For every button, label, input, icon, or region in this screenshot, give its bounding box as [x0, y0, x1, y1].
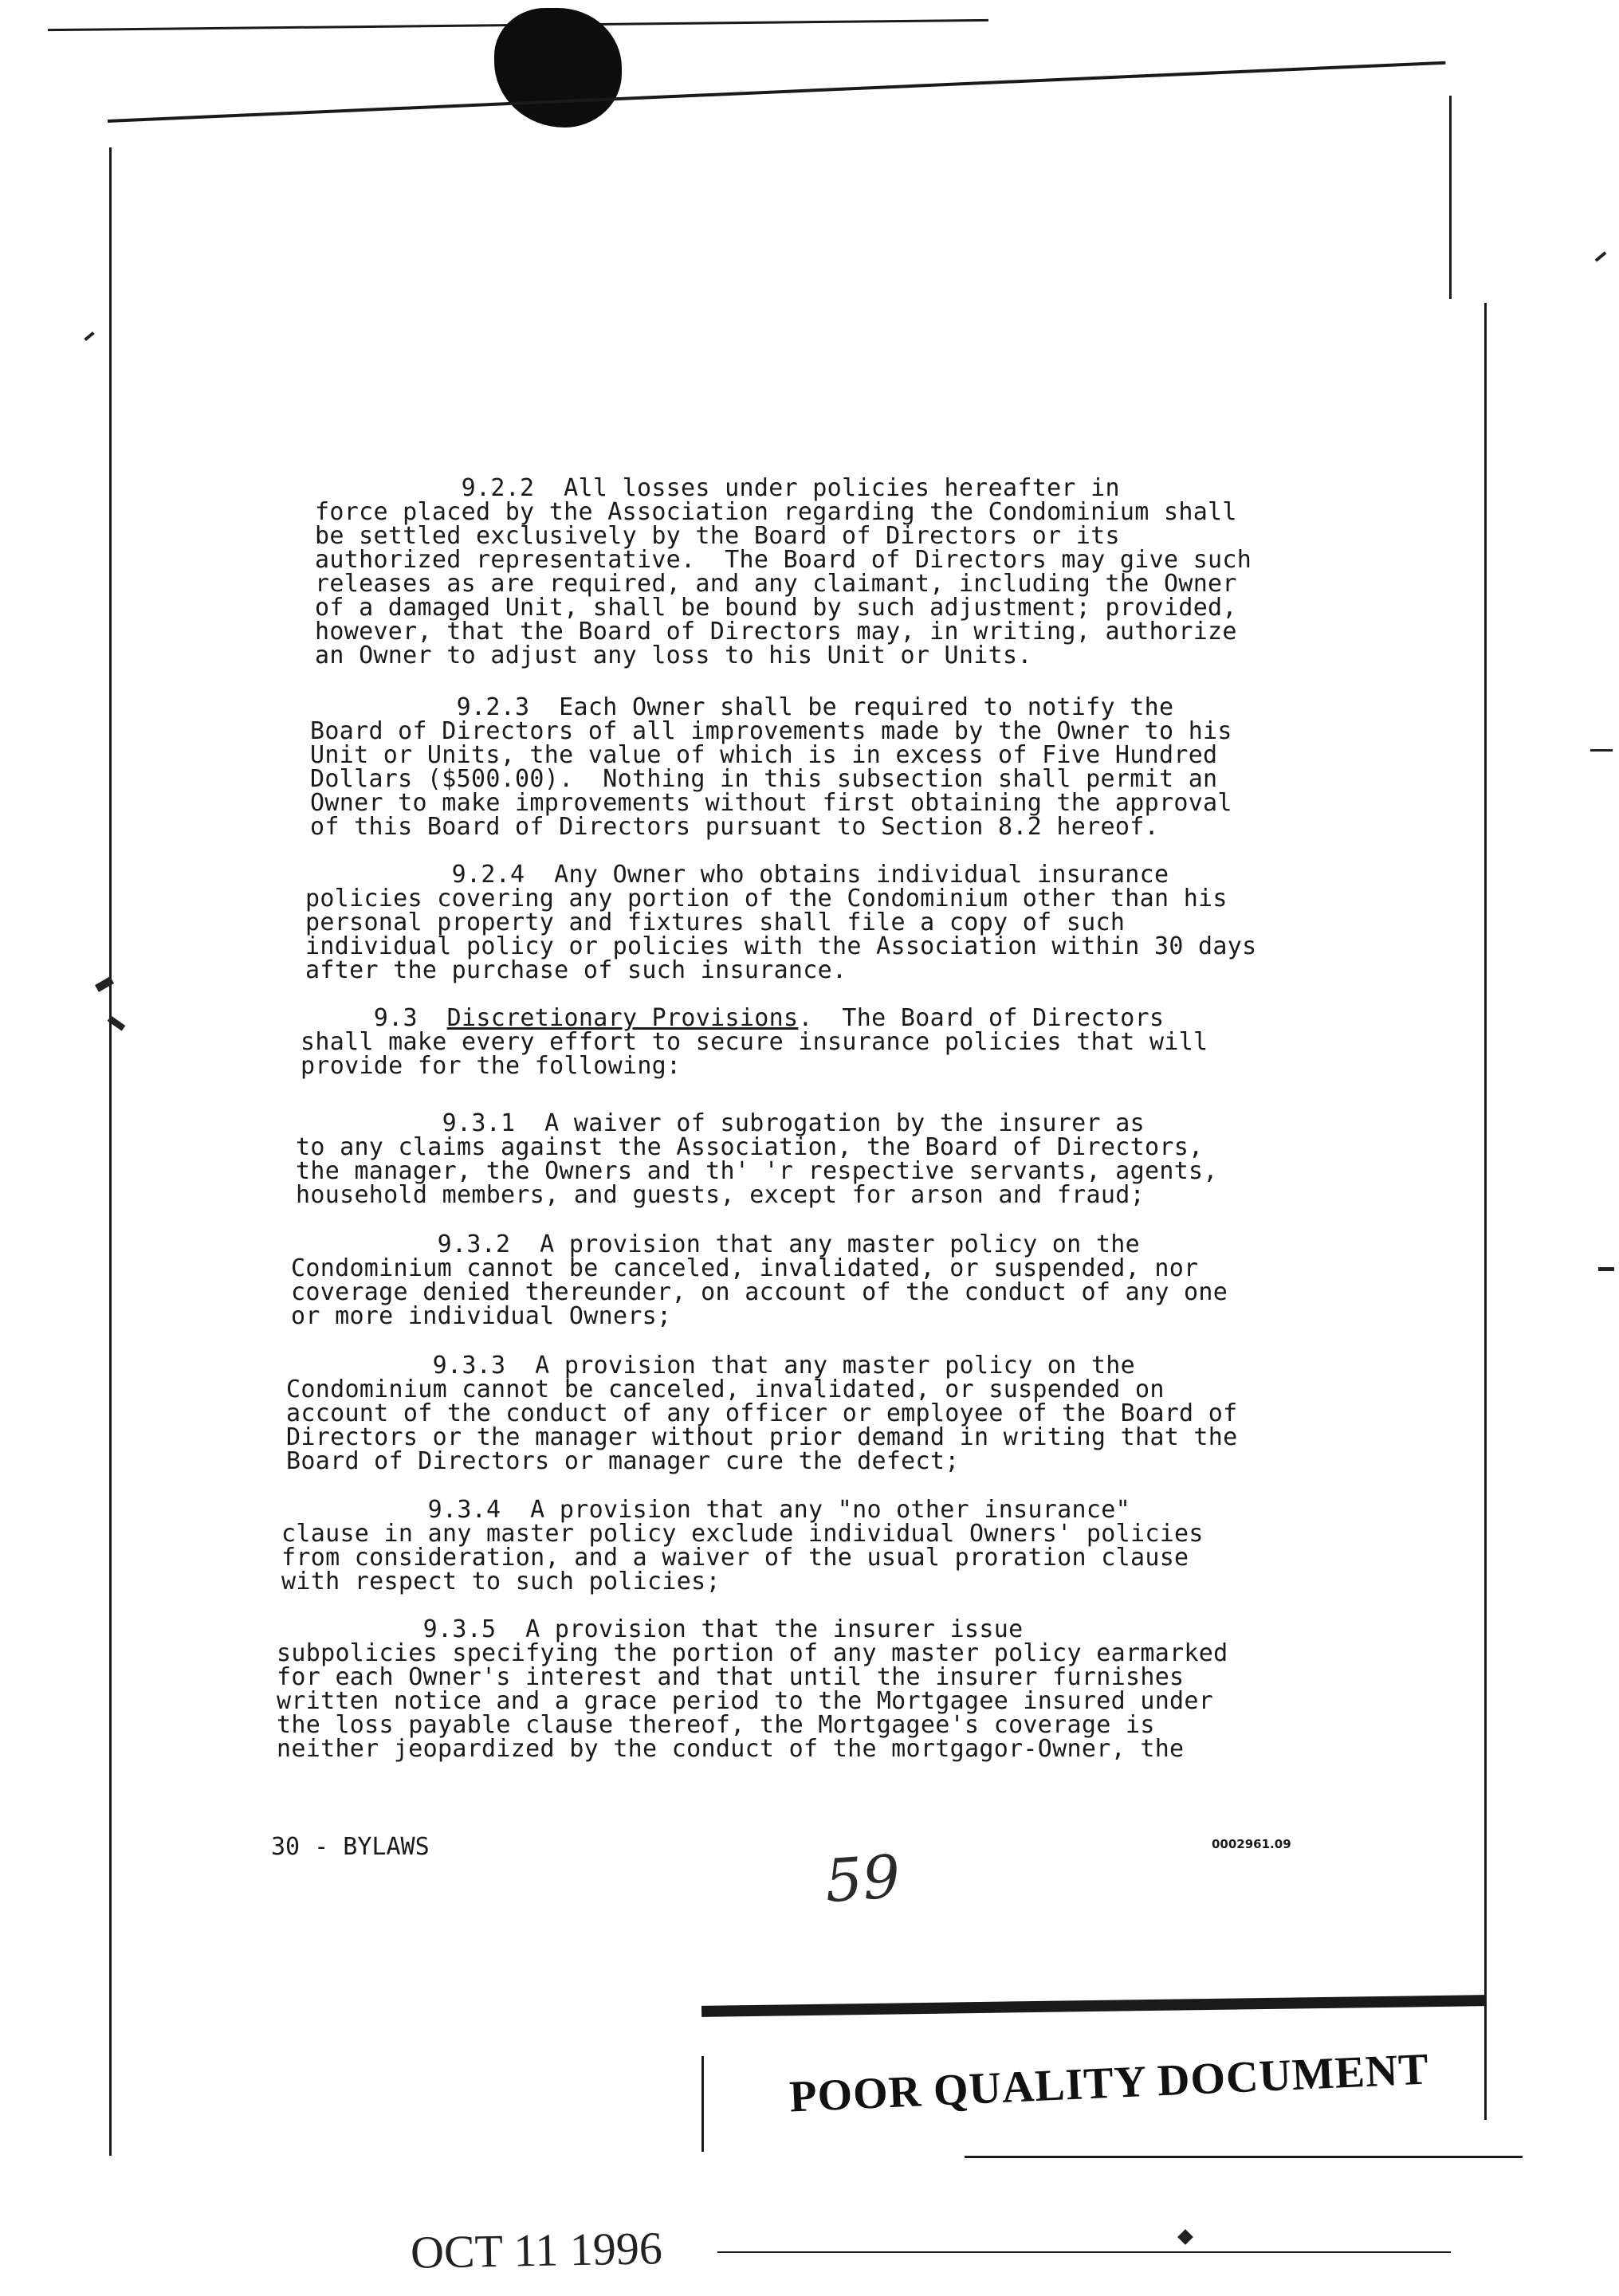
text-line: individual policy or policies with the Association within 30 days: [305, 932, 1257, 960]
text-line: written notice and a grace period to the Mortgagee insured under: [277, 1687, 1214, 1715]
paragraph-9-3-1: [296, 1109, 1348, 1209]
bottom-bar: [701, 1995, 1487, 2017]
text-line: household members, and guests, except for arson and fraud;: [296, 1181, 1145, 1209]
margin-mark: [1595, 251, 1607, 261]
frame-top: [108, 61, 1446, 123]
paragraph-9-2-2: [315, 474, 1367, 669]
text-line: with respect to such policies;: [281, 1568, 721, 1595]
frame-right-lower: [1484, 303, 1487, 2120]
text-line: 9.3.3 A provision that any master policy on the: [286, 1352, 1135, 1380]
text-line: authorized representative. The Board of Directors may give such: [315, 546, 1252, 574]
text-line: shall make every effort to secure insurance policies that will: [301, 1028, 1208, 1056]
text-line: 9.2.3 Each Owner shall be required to notify the: [310, 693, 1174, 721]
text-line: an Owner to adjust any loss to his Unit or Units.: [315, 642, 1032, 669]
text-line: for each Owner's interest and that until the insurer furnishes: [277, 1663, 1185, 1691]
page-footer-label: 30 - BYLAWS: [271, 1833, 430, 1861]
margin-mark: [1590, 749, 1613, 752]
text-line: the manager, the Owners and th' 'r respective servants, agents,: [296, 1157, 1218, 1185]
text-line: be settled exclusively by the Board of Directors or its: [315, 522, 1120, 550]
text-line: after the purchase of such insurance.: [305, 956, 847, 984]
text-line: Owner to make improvements without first obtaining the approval: [310, 789, 1232, 817]
paragraph-9-3-4: [281, 1498, 1334, 1594]
text-line: however, that the Board of Directors may, in writing, authorize: [315, 618, 1237, 646]
top-smudge: [494, 8, 622, 128]
paragraph-9-3-5: [277, 1615, 1329, 1763]
text-line: neither jeopardized by the conduct of the mortgagor-Owner, the: [277, 1735, 1185, 1763]
paragraph-9-3-3: [286, 1354, 1338, 1474]
poor-quality-stamp: POOR QUALITY DOCUMENT: [788, 2044, 1430, 2122]
document-code: 0002961.09: [1212, 1837, 1291, 1851]
text-line: 9.2.4 Any Owner who obtains individual insurance: [305, 861, 1169, 889]
stamp-box-bottom: [965, 2156, 1523, 2158]
margin-mark: [84, 332, 94, 341]
bottom-dash-line: [717, 2251, 1451, 2253]
text-line: Directors or the manager without prior demand in writing that the: [286, 1423, 1238, 1451]
frame-right: [1449, 96, 1452, 299]
paragraph-9-2-3: [310, 693, 1362, 841]
text-line: releases as are required, and any claimant, including the Owner: [315, 570, 1237, 598]
text-line: 9.2.2 All losses under policies hereafter in: [315, 474, 1120, 502]
text-line: to any claims against the Association, the Board of Directors,: [296, 1133, 1204, 1161]
text-line: Dollars ($500.00). Nothing in this subsection shall permit an: [310, 765, 1218, 793]
text-line: clause in any master policy exclude individual Owners' policies: [281, 1520, 1204, 1548]
text-line: account of the conduct of any officer or employee of the Board of: [286, 1399, 1238, 1427]
section-heading: Discretionary Provisions: [446, 1004, 799, 1032]
handwritten-page-number: 59: [823, 1842, 903, 1917]
text-line: Condominium cannot be canceled, invalidated, or suspended on: [286, 1376, 1165, 1403]
text-line: personal property and fixtures shall file a copy of such: [305, 909, 1126, 936]
text-line: 9.3.5 A provision that the insurer issue: [277, 1615, 1024, 1643]
text-line: or more individual Owners;: [291, 1302, 672, 1330]
paragraph-9-3-2: [291, 1230, 1343, 1330]
text-line: provide for the following:: [301, 1052, 682, 1080]
text-line: subpolicies specifying the portion of any master policy earmarked: [277, 1639, 1228, 1667]
date-stamp: OCT 11 1996: [410, 2222, 663, 2278]
text-line: Unit or Units, the value of which is in excess of Five Hundred: [310, 741, 1218, 769]
text-line: from consideration, and a waiver of the usual proration clause: [281, 1544, 1189, 1572]
stamp-box-left: [701, 2056, 704, 2152]
text-line: the loss payable clause thereof, the Mortgagee's coverage is: [277, 1711, 1155, 1739]
margin-mark: [1598, 1267, 1614, 1271]
text-line: coverage denied thereunder, on account of the conduct of any one: [291, 1278, 1228, 1306]
text-line: of a damaged Unit, shall be bound by such adjustment; provided,: [315, 594, 1237, 622]
text-line: policies covering any portion of the Condominium other than his: [305, 885, 1228, 913]
text-line: Board of Directors of all improvements made by the Owner to his: [310, 717, 1232, 745]
heading-number: 9.3: [301, 1004, 447, 1032]
text-line: of this Board of Directors pursuant to Section 8.2 hereof.: [310, 813, 1159, 841]
paragraph-9-2-4: [305, 863, 1358, 983]
text-line: 9.3.2 A provision that any master policy on the: [291, 1230, 1140, 1258]
text-line: 9.3.1 A waiver of subrogation by the insurer as: [296, 1109, 1145, 1137]
text-line: 9.3.4 A provision that any "no other insurance": [281, 1496, 1130, 1524]
heading-continuation: . The Board of Directors: [798, 1004, 1165, 1032]
text-line: Condominium cannot be canceled, invalidated, or suspended, nor: [291, 1254, 1199, 1282]
text-line: Board of Directors or manager cure the defect;: [286, 1447, 960, 1475]
margin-mark: [1177, 2229, 1193, 2245]
frame-left: [109, 147, 112, 2156]
section-heading-line: [301, 1004, 1353, 1032]
paragraph-9-3: [301, 1004, 1353, 1080]
text-line: force placed by the Association regarding the Condominium shall: [315, 498, 1237, 526]
